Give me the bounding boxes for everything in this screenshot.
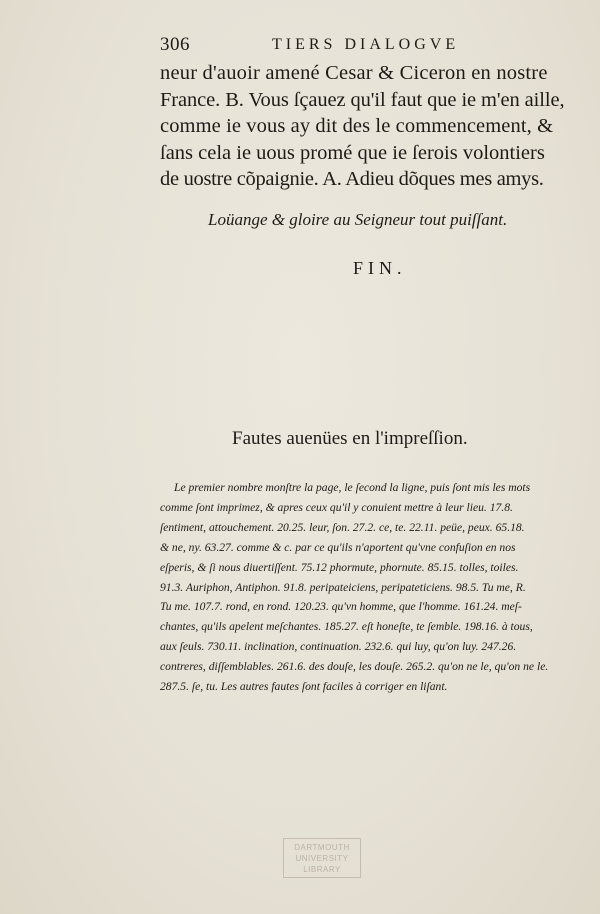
text-line: ſans cela ie uous promé que ie ſerois volontiers [160, 141, 545, 164]
errata-line: Le premier nombre monſtre la page, le ſecond la ligne, puis ſont mis les mots [174, 481, 531, 494]
errata-line: 91.3. Auriphon, Antiphon. 91.8. peripateiciens, peripateticiens. 98.5. Tu me, R. [160, 580, 526, 594]
page-number: 306 [160, 34, 190, 55]
errata-line: ſentiment, attouchement. 20.25. leur, ſon. 27.2. ce, te. 22.11. peüe, peux. 65.18. [160, 520, 525, 534]
text-line: comme ie vous ay dit des le commencement, & [160, 115, 554, 137]
running-head: TIERS DIALOGVE [272, 36, 460, 53]
errata-line: chantes, qu'ils apelent meſchantes. 185.27. eſt honeſte, te ſemble. 198.16. à tous, [160, 620, 533, 634]
fin-mark: FIN. [353, 258, 407, 278]
stamp-line: UNIVERSITY [295, 854, 349, 863]
text-line: neur d'auoir amené Cesar & Ciceron en nostre [160, 62, 548, 84]
dialogue-text [160, 60, 572, 193]
text-line: de uostre cõpaignie. A. Adieu dõques mes amys. [160, 168, 544, 190]
closing-doxology: Loüange & gloire au Seigneur tout puiſſant. [208, 210, 508, 229]
page-header [160, 34, 500, 58]
errata-line: Tu me. 107.7. rond, en rond. 120.23. qu'vn homme, que l'homme. 161.24. meſ- [160, 600, 522, 614]
errata-list [160, 478, 580, 697]
errata-line: 287.5. ſe, tu. Les autres fautes ſont faciles à corriger en liſant. [160, 680, 448, 694]
errata-line: contreres, diſſemblables. 261.6. des douſe, les douſe. 265.2. qu'on ne le, qu'on ne le. [160, 660, 549, 674]
text-line: France. B. Vous ſçauez qu'il faut que ie m'en aille, [160, 88, 565, 111]
stamp-line: DARTMOUTH [294, 843, 350, 852]
stamp-line: LIBRARY [303, 865, 341, 874]
errata-line: comme ſont imprimez, & apres ceux qu'il y conuient mettre à leur lieu. 17.8. [160, 500, 513, 514]
errata-line: aux ſeuls. 730.11. inclination, continuation. 232.6. qui luy, qu'on luy. 247.26. [160, 640, 517, 654]
errata-line: & ne, ny. 63.27. comme & c. par ce qu'ils n'aportent qu'vne confuſion en nos [160, 540, 516, 554]
errata-heading: Fautes auenües en l'impreſſion. [232, 428, 468, 449]
errata-line: eſperis, & ſi nous diuertiſſent. 75.12 phormute, phornute. 85.15. tolles, toiles. [160, 560, 519, 574]
library-stamp [283, 838, 361, 878]
